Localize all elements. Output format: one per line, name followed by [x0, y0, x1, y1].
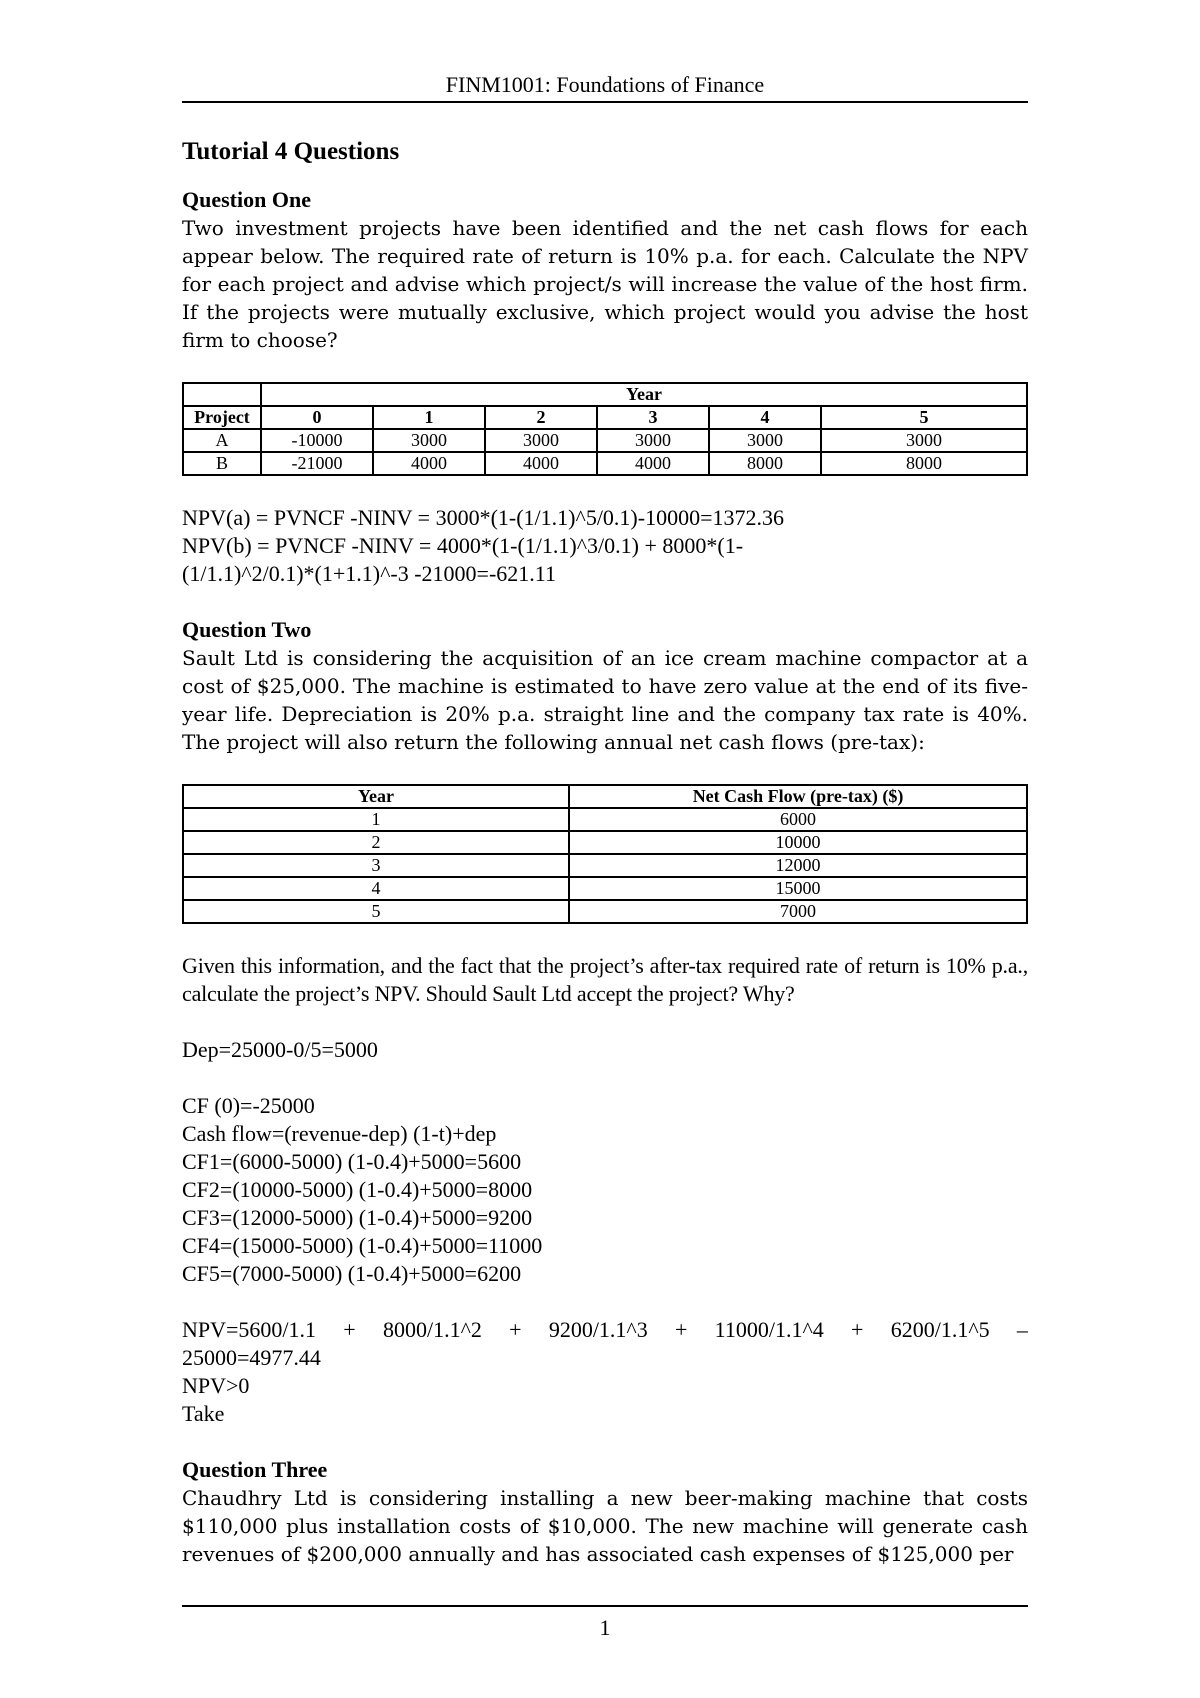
- decision: Take: [182, 1401, 225, 1426]
- npv-term: 11000/1.1^4: [714, 1317, 824, 1342]
- year-cell: 3: [183, 854, 569, 877]
- value-cell: -10000: [261, 429, 373, 452]
- npv-operator: +: [509, 1317, 522, 1342]
- cash-flow-line: CF5=(7000-5000) (1-0.4)+5000=6200: [182, 1261, 522, 1286]
- year-cell: 2: [183, 831, 569, 854]
- page-title: Tutorial 4 Questions: [182, 138, 400, 165]
- year-header: 4: [709, 406, 821, 429]
- cash-flow-line: CF4=(15000-5000) (1-0.4)+5000=11000: [182, 1233, 543, 1258]
- table-corner-cell: [183, 383, 261, 406]
- cash-flow-cell: 10000: [569, 831, 1027, 854]
- npv-operator: –: [1016, 1317, 1028, 1342]
- year-header: 0: [261, 406, 373, 429]
- cash-flow-line: CF2=(10000-5000) (1-0.4)+5000=8000: [182, 1177, 533, 1202]
- table-row: [183, 877, 1027, 900]
- header-divider: [182, 101, 1028, 103]
- npv-term: 9200/1.1^3: [548, 1317, 648, 1342]
- npv-a-answer: NPV(a) = PVNCF -NINV = 3000*(1-(1/1.1)^5/0.1)-10000=1372.36: [182, 505, 784, 530]
- cash-flow-cell: 6000: [569, 808, 1027, 831]
- cash-flow-cell: 15000: [569, 877, 1027, 900]
- value-cell: 8000: [821, 452, 1027, 475]
- year-header: 1: [373, 406, 485, 429]
- question-two-followup: Given this information, and the fact that the project’s after-tax required rate of return is 10% p.a., calculate the project’s NPV. Should Sault Ltd accept the project? Why?: [182, 953, 1028, 1006]
- net-cash-flow-table: [182, 784, 1028, 924]
- cash-flow-cell: 7000: [569, 900, 1027, 923]
- value-cell: -21000: [261, 452, 373, 475]
- year-cell: 4: [183, 877, 569, 900]
- npv-operator: +: [851, 1317, 864, 1342]
- npv-term: NPV=5600/1.1: [182, 1317, 317, 1342]
- year-cell: 5: [183, 900, 569, 923]
- year-group-header: Year: [261, 383, 1027, 406]
- value-cell: 3000: [821, 429, 1027, 452]
- npv-b-answer-line-2: (1/1.1)^2/0.1)*(1+1.1)^-3 -21000=-621.11: [182, 561, 556, 586]
- page-number: 1: [599, 1615, 611, 1640]
- value-cell: 3000: [485, 429, 597, 452]
- cash-flow-cell: 12000: [569, 854, 1027, 877]
- cash-flow-line: CF3=(12000-5000) (1-0.4)+5000=9200: [182, 1205, 533, 1230]
- value-cell: 4000: [373, 452, 485, 475]
- project-cell: A: [183, 429, 261, 452]
- question-three-heading: Question Three: [182, 1457, 328, 1482]
- cash-flow-line: CF (0)=-25000: [182, 1093, 315, 1118]
- question-one-text: Two investment projects have been identified and the net cash flows for each appear below. The required rate of return is 10% p.a. for each. Calculate the NPV for each project and advise which project/s will increase the value of the host firm. If the projects were mutually exclusive, which project would you advise the host firm to choose?: [182, 216, 1028, 352]
- table-row: [183, 854, 1027, 877]
- npv-formula-line: [182, 1316, 1028, 1344]
- npv-b-answer-line-1: NPV(b) = PVNCF -NINV = 4000*(1-(1/1.1)^3/0.1) + 8000*(1-: [182, 533, 744, 558]
- table-row: [183, 831, 1027, 854]
- value-cell: 3000: [597, 429, 709, 452]
- year-header: 5: [821, 406, 1027, 429]
- footer-divider: [182, 1605, 1028, 1607]
- question-one-heading: Question One: [182, 187, 311, 212]
- document-body: [182, 128, 1028, 1568]
- cash-flow-line: Cash flow=(revenue-dep) (1-t)+dep: [182, 1121, 497, 1146]
- value-cell: 4000: [485, 452, 597, 475]
- npv-result: 25000=4977.44: [182, 1345, 321, 1370]
- question-three-text: Chaudhry Ltd is considering installing a new beer-making machine that costs $110,000 plus installation costs of $10,000. The new machine will generate cash revenues of $200,000 annually and has associated cash expenses of $125,000 per: [182, 1486, 1028, 1566]
- table-row: [183, 452, 1027, 475]
- npv-operator: +: [343, 1317, 356, 1342]
- npv-term: 8000/1.1^2: [382, 1317, 482, 1342]
- cash-flow-line: CF1=(6000-5000) (1-0.4)+5000=5600: [182, 1149, 522, 1174]
- projects-cash-flow-table: [182, 382, 1028, 476]
- year-column-header: Year: [183, 785, 569, 808]
- year-cell: 1: [183, 808, 569, 831]
- value-cell: 3000: [373, 429, 485, 452]
- npv-check: NPV>0: [182, 1373, 250, 1398]
- project-cell: B: [183, 452, 261, 475]
- table-row: [183, 429, 1027, 452]
- table-row: [183, 808, 1027, 831]
- project-column-header: Project: [183, 406, 261, 429]
- depreciation-line: Dep=25000-0/5=5000: [182, 1037, 378, 1062]
- year-header: 2: [485, 406, 597, 429]
- question-two-heading: Question Two: [182, 617, 312, 642]
- year-header: 3: [597, 406, 709, 429]
- npv-term: 6200/1.1^5: [890, 1317, 990, 1342]
- value-cell: 3000: [709, 429, 821, 452]
- npv-operator: +: [675, 1317, 688, 1342]
- value-cell: 8000: [709, 452, 821, 475]
- running-header: FINM1001: Foundations of Finance: [445, 72, 765, 97]
- question-two-text: Sault Ltd is considering the acquisition of an ice cream machine compactor at a cost of $25,000. The machine is estimated to have zero value at the end of its five-year life. Depreciation is 20% p.a. straight line and the company tax rate is 40%. The project will also return the following annual net cash flows (pre-tax):: [182, 646, 1028, 754]
- net-cash-flow-column-header: Net Cash Flow (pre-tax) ($): [569, 785, 1027, 808]
- table-row: [183, 900, 1027, 923]
- value-cell: 4000: [597, 452, 709, 475]
